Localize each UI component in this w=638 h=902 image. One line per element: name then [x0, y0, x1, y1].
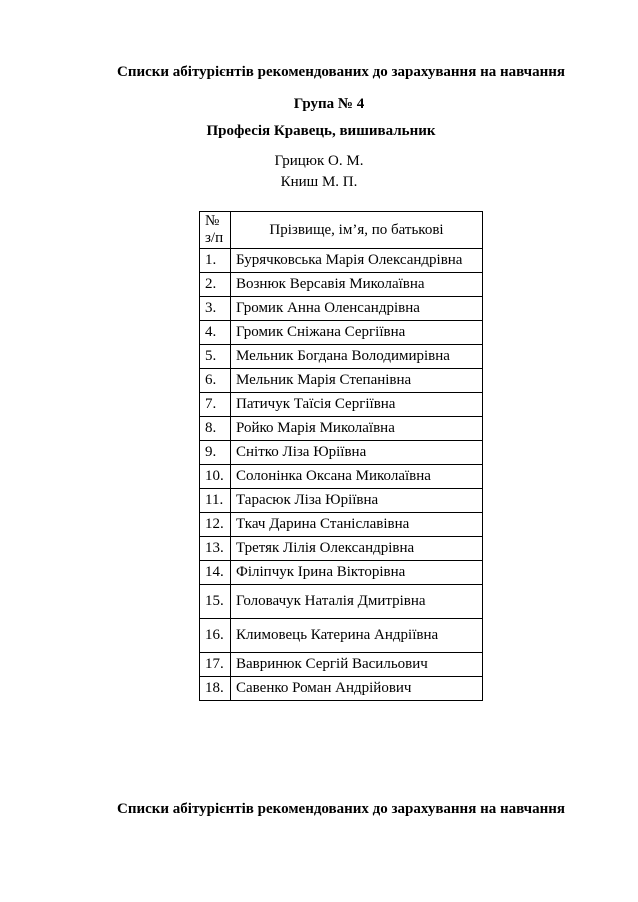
student-name: Мельник Марія Степанівна — [231, 369, 483, 393]
table-row — [200, 441, 483, 465]
name-column-header: Прізвище, ім’я, по батькові — [231, 212, 483, 249]
row-number: 17. — [200, 653, 231, 677]
document-title: Списки абітурієнтів рекомендованих до зарахування на навчання — [116, 64, 565, 80]
student-name: Третяк Лілія Олександрівна — [231, 537, 483, 561]
row-number: 9. — [200, 441, 231, 465]
student-name: Солонінка Оксана Миколаївна — [231, 465, 483, 489]
row-number: 18. — [200, 677, 231, 701]
group-heading: Група № 4 — [293, 96, 365, 112]
row-number: 11. — [200, 489, 231, 513]
number-header-line: з/п — [205, 230, 224, 246]
teacher-name: Грицюк О. М. — [274, 153, 364, 169]
table-row — [200, 321, 483, 345]
table-row — [200, 653, 483, 677]
number-column-header — [200, 212, 231, 249]
row-number: 15. — [200, 585, 231, 619]
row-number: 2. — [200, 273, 231, 297]
student-name: Вавринюк Сергій Васильович — [231, 653, 483, 677]
profession-heading: Професія Кравець, вишивальник — [206, 123, 436, 139]
row-number: 16. — [200, 619, 231, 653]
student-name: Громик Сніжана Сергіївна — [231, 321, 483, 345]
table-row — [200, 465, 483, 489]
teacher-name: Книш М. П. — [280, 174, 358, 190]
student-name: Філіпчук Ірина Вікторівна — [231, 561, 483, 585]
table-row — [200, 561, 483, 585]
row-number: 1. — [200, 249, 231, 273]
student-name: Головачук Наталія Дмитрівна — [231, 585, 483, 619]
student-name: Бурячковська Марія Олександрівна — [231, 249, 483, 273]
row-number: 8. — [200, 417, 231, 441]
table-row — [200, 619, 483, 653]
row-number: 7. — [200, 393, 231, 417]
table-row — [200, 489, 483, 513]
row-number: 10. — [200, 465, 231, 489]
student-name: Снітко Ліза Юріївна — [231, 441, 483, 465]
table-row — [200, 513, 483, 537]
row-number: 13. — [200, 537, 231, 561]
student-name: Ткач Дарина Станіславівна — [231, 513, 483, 537]
table-row — [200, 369, 483, 393]
students-table — [199, 211, 483, 701]
table-row — [200, 345, 483, 369]
table-row — [200, 585, 483, 619]
student-name: Вознюк Версавія Миколаївна — [231, 273, 483, 297]
row-number: 5. — [200, 345, 231, 369]
student-name: Ройко Марія Миколаївна — [231, 417, 483, 441]
student-name: Тарасюк Ліза Юріївна — [231, 489, 483, 513]
table-row — [200, 537, 483, 561]
row-number: 3. — [200, 297, 231, 321]
table-row — [200, 677, 483, 701]
table-row — [200, 273, 483, 297]
row-number: 6. — [200, 369, 231, 393]
number-header-line: № — [205, 213, 220, 229]
document-title-repeat: Списки абітурієнтів рекомендованих до зарахування на навчання — [116, 801, 565, 817]
table-row — [200, 393, 483, 417]
table-row — [200, 297, 483, 321]
table-row — [200, 417, 483, 441]
student-name: Климовець Катерина Андріївна — [231, 619, 483, 653]
table-row — [200, 249, 483, 273]
row-number: 14. — [200, 561, 231, 585]
student-name: Патичук Таїсія Сергіївна — [231, 393, 483, 417]
table-header-row — [200, 212, 483, 249]
student-name: Савенко Роман Андрійович — [231, 677, 483, 701]
row-number: 4. — [200, 321, 231, 345]
student-name: Мельник Богдана Володимирівна — [231, 345, 483, 369]
row-number: 12. — [200, 513, 231, 537]
student-name: Громик Анна Оленсандрівна — [231, 297, 483, 321]
